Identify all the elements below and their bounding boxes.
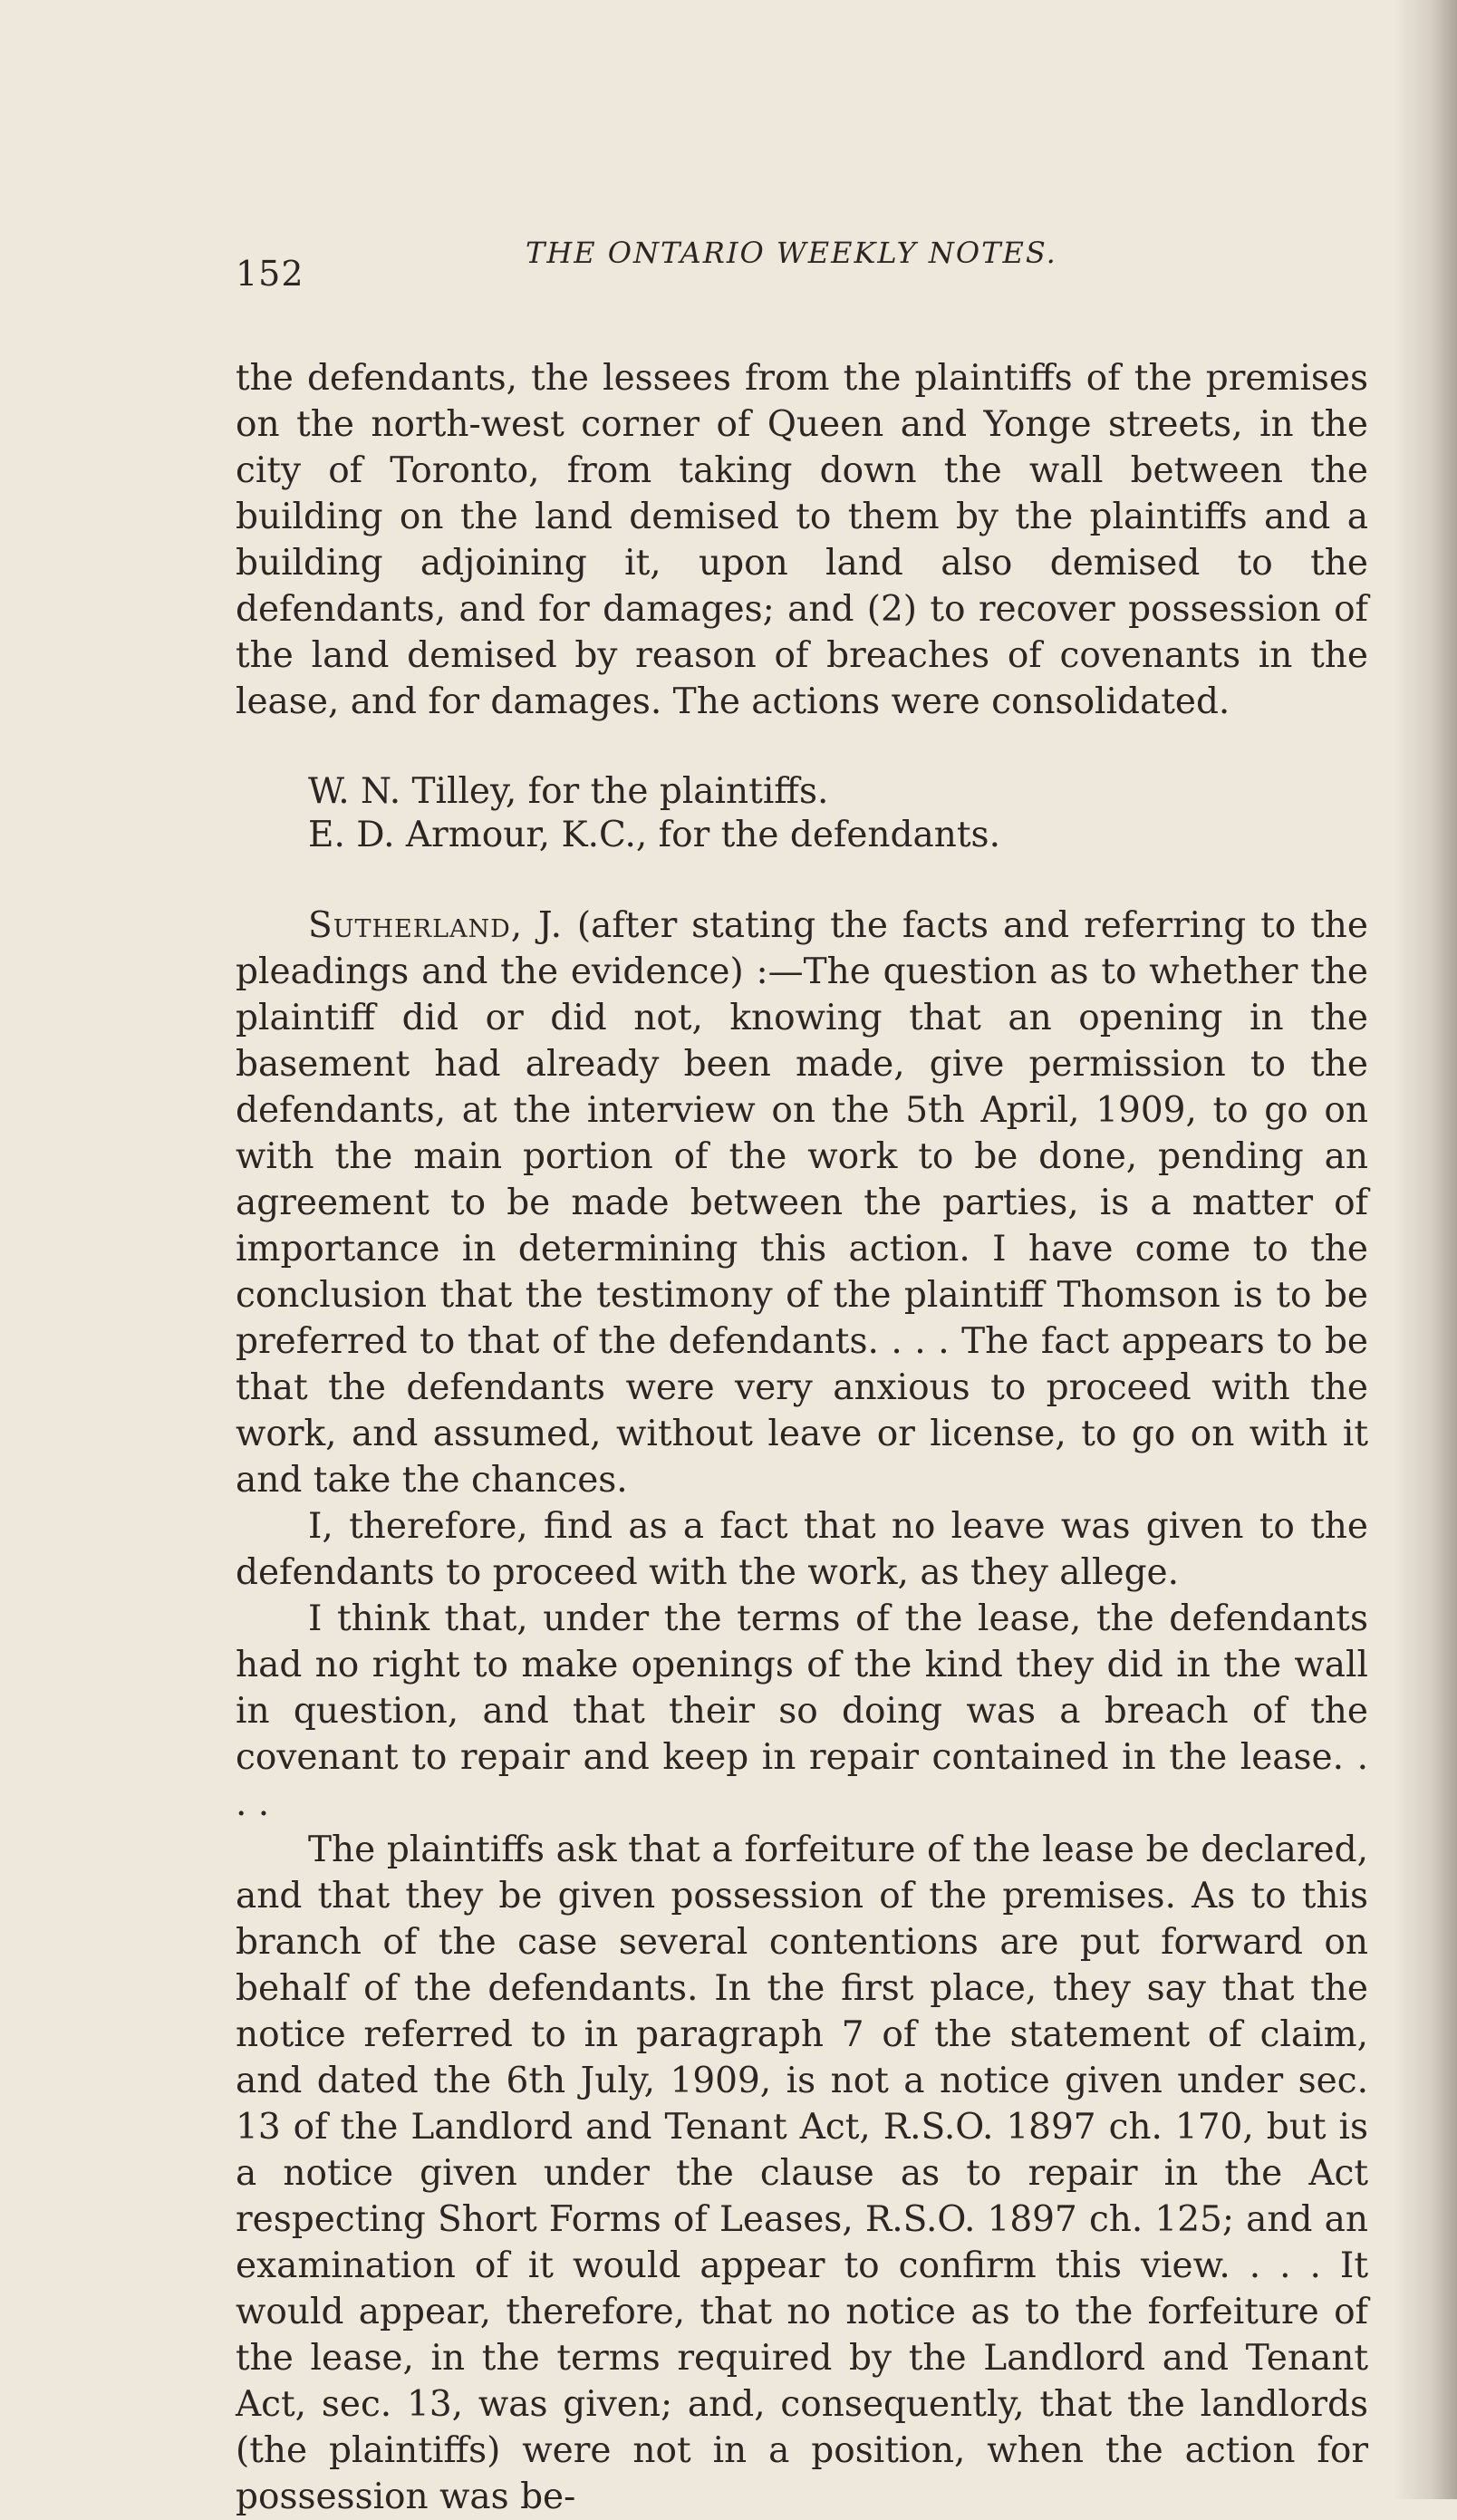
page-number: 152 bbox=[236, 254, 304, 294]
intro-paragraph: the defendants, the lessees from the plaintiffs of the premises on the north-west corner of Queen and Yonge streets, in the city of Toronto, from taking down the wall between the building on the land demised to them by the plaintiffs and a building adjoining it, upon land also demised to the defendants, and for damages; and (2) to recover possession of the land demised by reason of breaches of covenants in the lease, and for damages. The actions were consolidated. bbox=[236, 358, 1368, 722]
book-page bbox=[236, 236, 1368, 2520]
judge-name: Sutherland, J. bbox=[308, 905, 564, 946]
counsel-block bbox=[236, 770, 1368, 857]
judgment-paragraph-2: I, therefore, find as a fact that no leave was given to the defendants to proceed with the work, as they allege. bbox=[236, 1506, 1368, 1593]
counsel-defendants: E. D. Armour, K.C., for the defendants. bbox=[308, 815, 1000, 855]
judgment-paragraph-1 bbox=[236, 903, 1368, 1503]
counsel-plaintiffs: W. N. Tilley, for the plaintiffs. bbox=[308, 771, 829, 812]
running-title: THE ONTARIO WEEKLY NOTES. bbox=[526, 236, 1057, 270]
judgment-paragraph-1-text: (after stating the facts and referring to the pleadings and the evidence) :—The question as to whether the plaintiff did or did not, knowing that an opening in the basement had already been made, give permission to the defendants, at the interview on the 5th April, 1909, to go on with the main portion of the work to be done, pending an agreement to be made between the parties, is a matter of importance in determining this action. I have come to the conclusion that the testimony of the plaintiff Thomson is to be preferred to that of the defendants. . . . The fact appears to be that the defendants were very anxious to proceed with the work, and assumed, without leave or license, to go on with it and take the chances. bbox=[236, 905, 1368, 1501]
page-edge-shadow bbox=[1394, 0, 1457, 2499]
judgment-paragraph-3: I think that, under the terms of the lease, the defendants had no right to make openings of the kind they did in the wall in question, and that their so doing was a breach of the covenant to repair and keep in repair contained in the lease. . . . bbox=[236, 1598, 1368, 1824]
running-head bbox=[236, 236, 1368, 299]
judgment-paragraph-4: The plaintiffs ask that a forfeiture of the lease be declared, and that they be given possession of the premises. As to this branch of the case several contentions are put forward on behalf of the defendants. In the first place, they say that the notice referred to in paragraph 7 of the statement of claim, and dated the 6th July, 1909, is not a notice given under sec. 13 of the Landlord and Tenant Act, R.S.O. 1897 ch. 170, but is a notice given under the clause as to repair in the Act respecting Short Forms of Leases, R.S.O. 1897 ch. 125; and an examination of it would appear to confirm this view. . . . It would appear, therefore, that no notice as to the forfeiture of the lease, in the terms required by the Landlord and Tenant Act, sec. 13, was given; and, consequently, that the landlords (the plaintiffs) were not in a position, when the action for possession was be- bbox=[236, 1830, 1368, 2517]
